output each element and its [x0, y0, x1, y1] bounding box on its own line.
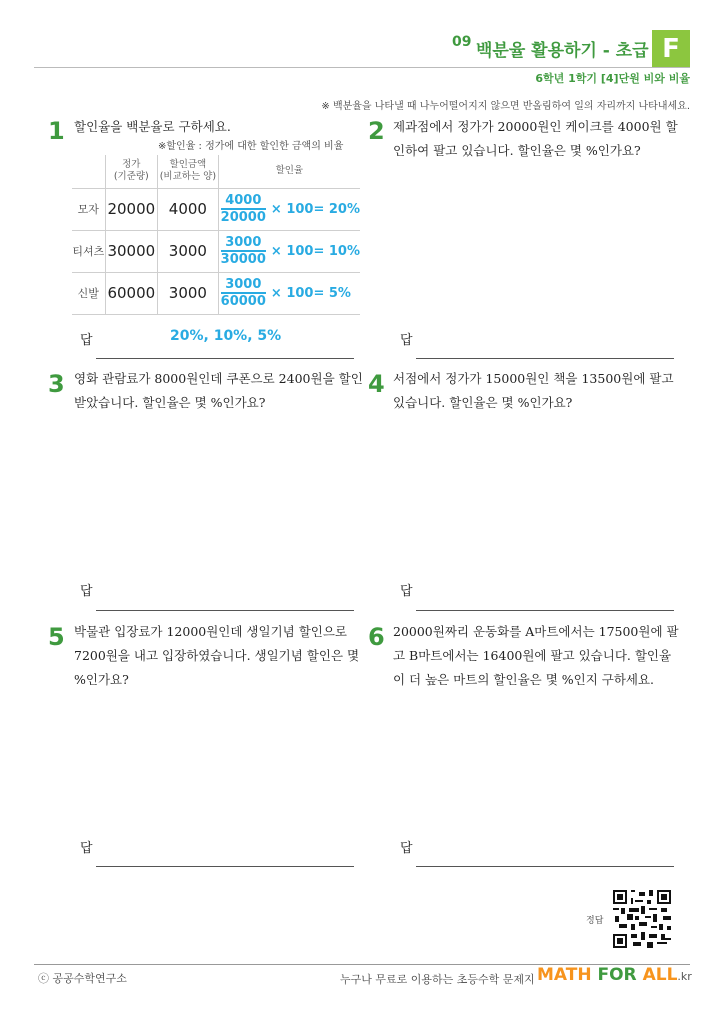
problem-4-text: 서점에서 정가가 15000원인 책을 13500원에 팔고 있습니다. 할인율은 몇 %인가요?: [393, 371, 674, 410]
row-item: 신발: [72, 272, 105, 314]
problem-6-text: 20000원짜리 운동화를 A마트에서는 17500원에 팔고 B마트에서는 16400원에 팔고 있습니다. 할인율이 더 높은 마트의 할인율은 몇 %인지 구하세요.: [393, 624, 679, 687]
problem-3-text: 영화 관람료가 8000원인데 쿠폰으로 2400원을 할인받았습니다. 할인율은 몇 %인가요?: [74, 371, 363, 410]
level-badge: F: [652, 30, 690, 68]
worksheet-number: 09: [452, 34, 472, 50]
row-item: 모자: [72, 188, 105, 230]
table-row: [72, 188, 360, 230]
rate-result: × 100= 5%: [270, 285, 351, 301]
worksheet-title: 백분율 활용하기 - 초급: [476, 41, 649, 61]
row-discount: 3000: [158, 272, 219, 314]
footer-slogan: 누구나 무료로 이용하는 초등수학 문제지: [340, 973, 535, 986]
rate-fraction: $\frac{4000}{20000}$: [220, 193, 266, 225]
rate-fraction: $\frac{3000}{30000}$: [220, 235, 266, 267]
rounding-note: ※ 백분율을 나타낼 때 나누어떨어지지 않으면 반올림하여 일의 자리까지 나타내세요.: [321, 101, 690, 112]
rate-result: × 100= 20%: [270, 201, 360, 217]
logo-domain: .kr: [677, 970, 692, 983]
problem-1-answer-label: 답: [80, 333, 93, 348]
problem-4-answer-label: 답: [400, 584, 413, 599]
problem-3-answer-line[interactable]: [96, 610, 354, 611]
problem-5-number: 5: [48, 623, 65, 651]
problem-3-number: 3: [48, 370, 65, 398]
table-header-empty: [72, 155, 105, 188]
answer-qr-code-icon[interactable]: [613, 890, 671, 948]
row-price: 20000: [105, 188, 158, 230]
problem-5-answer-line[interactable]: [96, 866, 354, 867]
row-item: 티셔츠: [72, 230, 105, 272]
problem-5-text: 박물관 입장료가 12000원인데 생일기념 할인으로 7200원을 내고 입장하였습니다. 생일기념 할인은 몇 %인가요?: [74, 624, 360, 687]
problem-2-answer-line[interactable]: [416, 358, 674, 359]
table-header-discount: 할인금액 (비교하는 양): [158, 155, 219, 188]
row-price: 60000: [105, 272, 158, 314]
row-price: 30000: [105, 230, 158, 272]
problem-1-number: 1: [48, 117, 65, 145]
table-row: [72, 230, 360, 272]
table-header-price: 정가 (기준량): [105, 155, 158, 188]
problem-4-answer-line[interactable]: [416, 610, 674, 611]
problem-1-answer-line[interactable]: [96, 358, 354, 359]
table-header-rate: 할인율: [218, 155, 360, 188]
row-rate: [218, 230, 360, 272]
row-discount: 3000: [158, 230, 219, 272]
footer-copyright: ⓒ 공공수학연구소: [38, 972, 127, 985]
qr-label: 정답: [586, 916, 604, 926]
problem-1-answer-value: 20%, 10%, 5%: [170, 328, 282, 344]
problem-2-number: 2: [368, 117, 385, 145]
problem-3-answer-label: 답: [80, 584, 93, 599]
problem-2-text: 제과점에서 정가가 20000원인 케이크를 4000원 할인하여 팔고 있습니다. 할인율은 몇 %인가요?: [393, 119, 678, 158]
rate-fraction: $\frac{3000}{60000}$: [220, 277, 266, 309]
math-for-all-logo[interactable]: [537, 965, 692, 985]
table-row: [72, 272, 360, 314]
header-divider: [34, 67, 690, 68]
rate-result: × 100= 10%: [270, 243, 360, 259]
row-rate: [218, 188, 360, 230]
problem-6-answer-label: 답: [400, 841, 413, 856]
problem-6-number: 6: [368, 623, 385, 651]
discount-table: [72, 155, 360, 315]
row-discount: 4000: [158, 188, 219, 230]
problem-1-hint: ※할인율 : 정가에 대한 할인한 금액의 비율: [158, 141, 344, 152]
logo-all: ALL: [642, 965, 678, 985]
problem-5-answer-label: 답: [80, 841, 93, 856]
unit-subtitle: 6학년 1학기 [4]단원 비와 비율: [535, 72, 690, 85]
logo-for: FOR: [591, 965, 643, 985]
row-rate: [218, 272, 360, 314]
problem-6-answer-line[interactable]: [416, 866, 674, 867]
problem-4-number: 4: [368, 370, 385, 398]
problem-1-text: 할인율을 백분율로 구하세요.: [74, 119, 231, 134]
problem-2-answer-label: 답: [400, 333, 413, 348]
logo-math: MATH: [537, 965, 592, 985]
